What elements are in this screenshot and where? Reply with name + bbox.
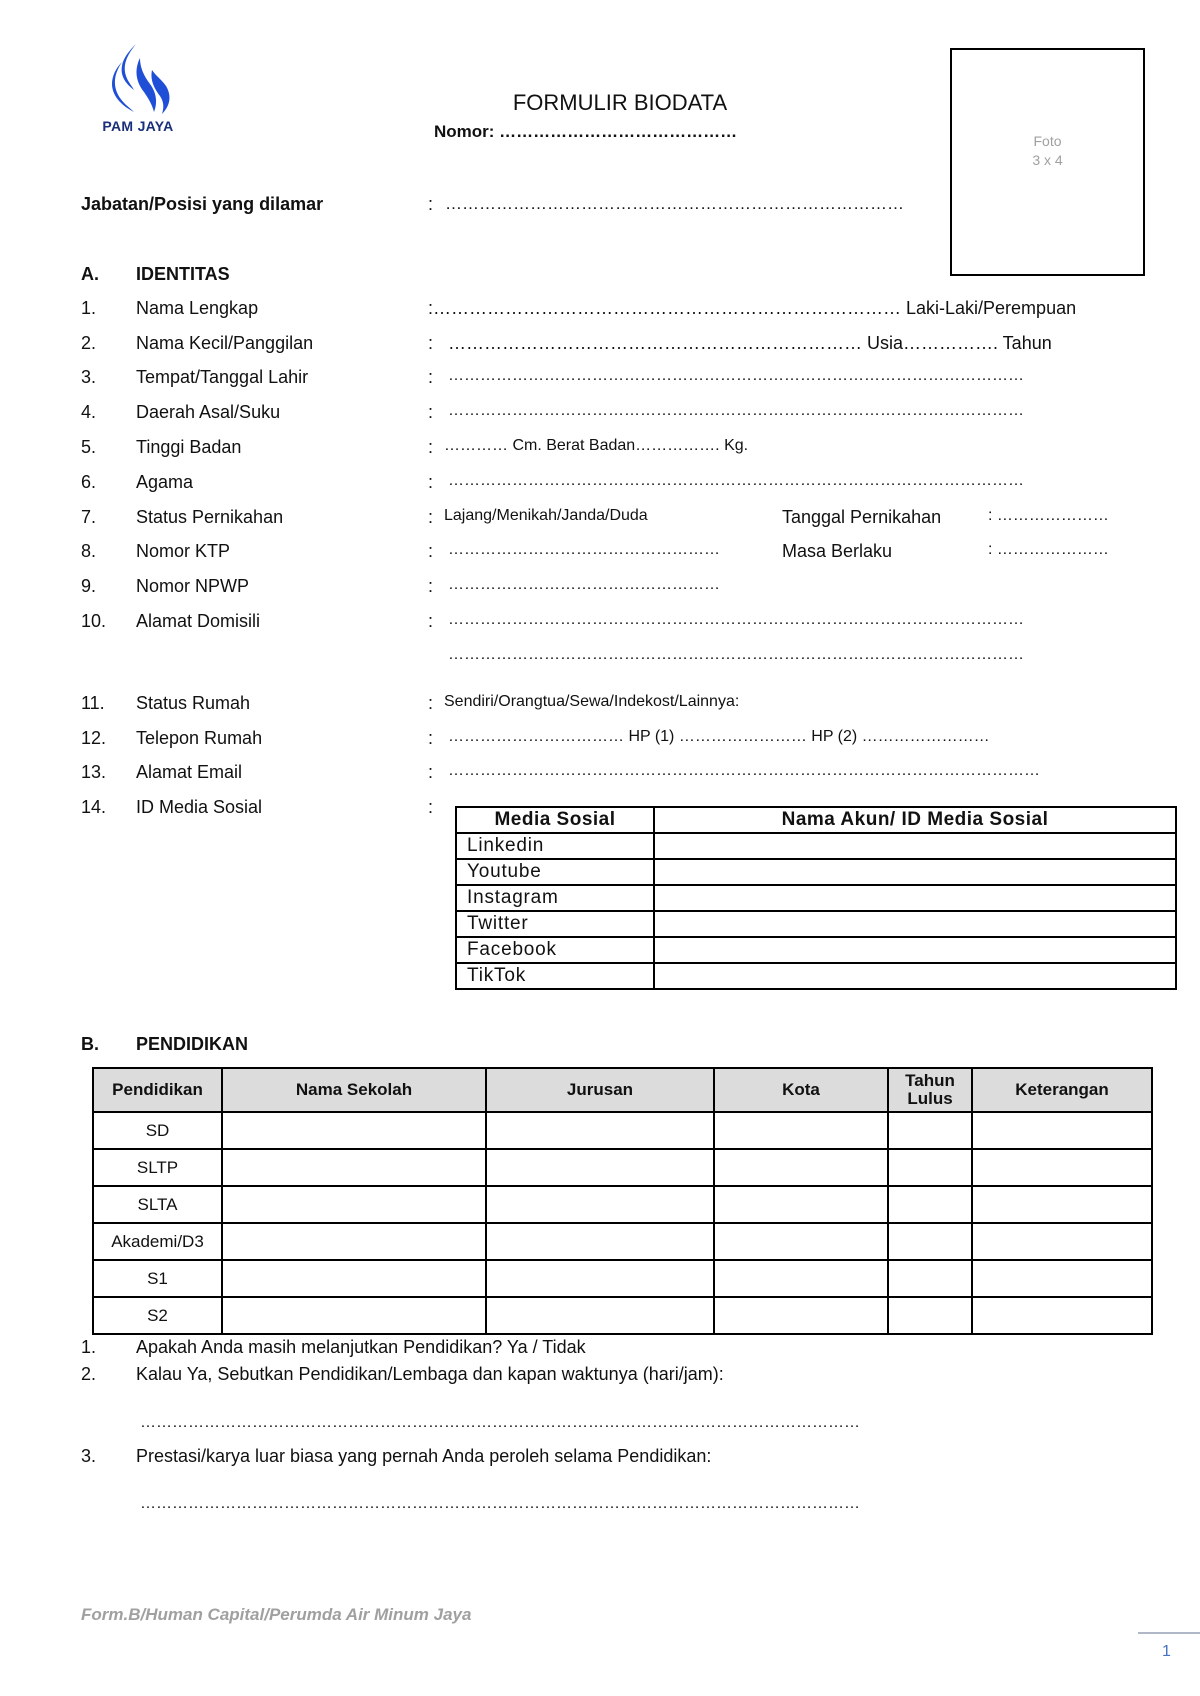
section-b-title: PENDIDIKAN: [136, 1034, 249, 1054]
identity-row-field[interactable]: …………………………… HP (1) …………………… HP (2) ……………………: [448, 728, 990, 745]
identity-row-field[interactable]: …………………………………………………………………………………………………: [448, 762, 1040, 779]
pendidikan-cell-field[interactable]: [714, 1186, 888, 1223]
identity-row-number: 5.: [81, 437, 97, 457]
media-platform-name: Linkedin: [456, 833, 654, 859]
pendidikan-row: [93, 1149, 1152, 1186]
pendidikan-level: SLTA: [93, 1186, 222, 1223]
section-a-letter: A.: [81, 264, 99, 284]
pendidikan-cell-field[interactable]: [714, 1223, 888, 1260]
question-2-answer-field[interactable]: ………………………………………………………………………………………………………………………: [140, 1414, 860, 1431]
identity-row-colon: :: [428, 507, 434, 527]
identity-row-extra-field[interactable]: : …………………: [988, 541, 1109, 558]
posisi-field[interactable]: ………………………………………………………………………: [445, 194, 904, 213]
question-3-number: 3.: [81, 1446, 97, 1466]
section-a-title: IDENTITAS: [136, 264, 230, 284]
pendidikan-cell-field[interactable]: [222, 1112, 486, 1149]
media-sosial-table: [455, 806, 1177, 990]
identity-row-field-line2[interactable]: ………………………………………………………………………………………………: [448, 646, 1024, 663]
posisi-label: Jabatan/Posisi yang dilamar: [81, 194, 324, 214]
water-flame-icon: [92, 40, 184, 118]
media-row: [456, 937, 1176, 963]
pendidikan-level: S2: [93, 1297, 222, 1334]
identity-row-label: Nomor NPWP: [136, 576, 250, 596]
identity-row-field[interactable]: Lajang/Menikah/Janda/Duda: [444, 507, 648, 524]
page-number: 1: [1162, 1643, 1171, 1660]
media-account-field[interactable]: [654, 937, 1176, 963]
pendidikan-cell-field[interactable]: [888, 1149, 972, 1186]
pendidikan-cell-field[interactable]: [222, 1186, 486, 1223]
pendidikan-cell-field[interactable]: [888, 1297, 972, 1334]
logo-text: PAM JAYA: [102, 118, 174, 134]
pendidikan-cell-field[interactable]: [222, 1223, 486, 1260]
edu-header-nama-sekolah: Nama Sekolah: [222, 1068, 486, 1112]
identity-row-number: 13.: [81, 762, 107, 782]
pendidikan-level: SD: [93, 1112, 222, 1149]
pendidikan-cell-field[interactable]: [222, 1260, 486, 1297]
edu-header-kota: Kota: [714, 1068, 888, 1112]
nomor-field[interactable]: Nomor: ……………………………………: [434, 122, 738, 141]
identity-row-field[interactable]: ………… Cm. Berat Badan……………. Kg.: [444, 437, 749, 454]
media-account-field[interactable]: [654, 833, 1176, 859]
pendidikan-cell-field[interactable]: [972, 1112, 1152, 1149]
media-row: [456, 963, 1176, 989]
media-row: [456, 859, 1176, 885]
media-account-field[interactable]: [654, 859, 1176, 885]
media-platform-name: TikTok: [456, 963, 654, 989]
identity-row-colon: :: [428, 367, 434, 387]
identity-row-field[interactable]: :…………………………………………………………………… Laki-Laki/Perempuan: [428, 298, 1077, 318]
identity-row-extra-field[interactable]: : …………………: [988, 507, 1109, 524]
pendidikan-cell-field[interactable]: [714, 1149, 888, 1186]
identity-row-label: Alamat Email: [136, 762, 243, 782]
identity-row-colon: :: [428, 693, 434, 713]
media-platform-name: Facebook: [456, 937, 654, 963]
identity-row-number: 2.: [81, 333, 97, 353]
page-number-divider: [1138, 1632, 1200, 1634]
pendidikan-cell-field[interactable]: [486, 1223, 714, 1260]
identity-row-colon: :: [428, 576, 434, 596]
pendidikan-cell-field[interactable]: [714, 1297, 888, 1334]
identity-row-label: Status Rumah: [136, 693, 251, 713]
pendidikan-cell-field[interactable]: [972, 1186, 1152, 1223]
pendidikan-cell-field[interactable]: [972, 1260, 1152, 1297]
identity-row-colon: :: [428, 541, 434, 561]
identity-row-colon: :: [428, 797, 434, 817]
media-platform-name: Instagram: [456, 885, 654, 911]
pendidikan-cell-field[interactable]: [486, 1149, 714, 1186]
identity-row-field[interactable]: Sendiri/Orangtua/Sewa/Indekost/Lainnya:: [444, 693, 740, 710]
pendidikan-cell-field[interactable]: [486, 1186, 714, 1223]
pendidikan-table: [92, 1067, 1153, 1335]
identity-row-label: Telepon Rumah: [136, 728, 263, 748]
pam-jaya-logo: [92, 40, 192, 140]
identity-row-label: Nomor KTP: [136, 541, 231, 561]
photo-box: [950, 48, 1145, 276]
pendidikan-cell-field[interactable]: [714, 1260, 888, 1297]
identity-row-label: Tempat/Tanggal Lahir: [136, 367, 309, 387]
media-header-platform: Media Sosial: [456, 807, 654, 833]
identity-row-colon: :: [428, 611, 434, 631]
pendidikan-cell-field[interactable]: [888, 1223, 972, 1260]
identity-row-label: ID Media Sosial: [136, 797, 263, 817]
identity-row-label: Nama Kecil/Panggilan: [136, 333, 314, 353]
identity-row-number: 12.: [81, 728, 107, 748]
pendidikan-cell-field[interactable]: [972, 1297, 1152, 1334]
identity-row-label: Alamat Domisili: [136, 611, 261, 631]
pendidikan-cell-field[interactable]: [714, 1112, 888, 1149]
question-2-number: 2.: [81, 1364, 97, 1384]
media-row: [456, 833, 1176, 859]
pendidikan-row: [93, 1297, 1152, 1334]
identity-row-colon: :: [428, 333, 434, 353]
edu-header-jurusan: Jurusan: [486, 1068, 714, 1112]
posisi-colon: :: [428, 194, 434, 214]
identity-row-colon: :: [428, 762, 434, 782]
footer-text: Form.B/Human Capital/Perumda Air Minum Jaya: [81, 1605, 472, 1624]
pendidikan-row: [93, 1112, 1152, 1149]
identity-row-colon: :: [428, 472, 434, 492]
media-row: [456, 885, 1176, 911]
identity-row-number: 11.: [81, 693, 105, 713]
question-1-text: Apakah Anda masih melanjutkan Pendidikan? Ya / Tidak: [136, 1337, 586, 1357]
edu-header-pendidikan: Pendidikan: [93, 1068, 222, 1112]
pendidikan-cell-field[interactable]: [972, 1149, 1152, 1186]
question-2-text: Kalau Ya, Sebutkan Pendidikan/Lembaga dan kapan waktunya (hari/jam):: [136, 1364, 724, 1384]
identity-row-field[interactable]: …………………………………………………………… Usia……………. Tahun: [448, 333, 1052, 353]
pendidikan-row: [93, 1186, 1152, 1223]
media-account-field[interactable]: [654, 911, 1176, 937]
pendidikan-cell-field[interactable]: [486, 1260, 714, 1297]
edu-header-keterangan: Keterangan: [972, 1068, 1152, 1112]
identity-row-number: 9.: [81, 576, 97, 596]
identity-row-extra-label: Masa Berlaku: [782, 541, 893, 561]
media-row: [456, 911, 1176, 937]
pendidikan-cell-field[interactable]: [222, 1149, 486, 1186]
identity-row-field[interactable]: ……………………………………………: [448, 576, 720, 593]
media-header-account: Nama Akun/ ID Media Sosial: [654, 807, 1176, 833]
identity-row-number: 7.: [81, 507, 97, 527]
pendidikan-cell-field[interactable]: [888, 1260, 972, 1297]
identity-row-number: 14.: [81, 797, 107, 817]
identity-row-label: Nama Lengkap: [136, 298, 259, 318]
pendidikan-cell-field[interactable]: [222, 1297, 486, 1334]
pendidikan-level: S1: [93, 1260, 222, 1297]
pendidikan-level: SLTP: [93, 1149, 222, 1186]
question-3-answer-field[interactable]: ………………………………………………………………………………………………………………………: [140, 1495, 860, 1512]
identity-row-colon: :: [428, 728, 434, 748]
identity-row-extra-label: Tanggal Pernikahan: [782, 507, 942, 527]
pendidikan-cell-field[interactable]: [486, 1112, 714, 1149]
question-3-text: Prestasi/karya luar biasa yang pernah Anda peroleh selama Pendidikan:: [136, 1446, 712, 1466]
identity-row-field[interactable]: ……………………………………………: [448, 541, 720, 558]
pendidikan-cell-field[interactable]: [888, 1112, 972, 1149]
media-platform-name: Twitter: [456, 911, 654, 937]
identity-row-field[interactable]: ………………………………………………………………………………………………: [448, 611, 1024, 628]
identity-row-number: 4.: [81, 402, 97, 422]
identity-row-field[interactable]: ………………………………………………………………………………………………: [448, 367, 1024, 384]
identity-row-number: 8.: [81, 541, 97, 561]
media-platform-name: Youtube: [456, 859, 654, 885]
identity-row-number: 3.: [81, 367, 97, 387]
media-account-field[interactable]: [654, 963, 1176, 989]
pendidikan-row: [93, 1223, 1152, 1260]
identity-row-field[interactable]: ………………………………………………………………………………………………: [448, 402, 1024, 419]
identity-row-field[interactable]: ………………………………………………………………………………………………: [448, 472, 1024, 489]
section-b-letter: B.: [81, 1034, 99, 1054]
identity-row-label: Status Pernikahan: [136, 507, 284, 527]
identity-row-colon: :: [428, 437, 434, 457]
identity-row-label: Tinggi Badan: [136, 437, 242, 457]
identity-row-number: 6.: [81, 472, 97, 492]
identity-row-label: Agama: [136, 472, 194, 492]
identity-row-number: 1.: [81, 298, 97, 318]
edu-header-tahun-lulus: Tahun Lulus: [888, 1068, 972, 1112]
identity-row-label: Daerah Asal/Suku: [136, 402, 281, 422]
pendidikan-cell-field[interactable]: [888, 1186, 972, 1223]
identity-row-colon: :: [428, 402, 434, 422]
media-account-field[interactable]: [654, 885, 1176, 911]
photo-label: Foto 3 x 4: [1032, 133, 1063, 168]
pendidikan-cell-field[interactable]: [972, 1223, 1152, 1260]
identity-row-number: 10.: [81, 611, 107, 631]
question-1-number: 1.: [81, 1337, 97, 1357]
pendidikan-row: [93, 1260, 1152, 1297]
pendidikan-cell-field[interactable]: [486, 1297, 714, 1334]
form-title: FORMULIR BIODATA: [512, 90, 728, 115]
pendidikan-level: Akademi/D3: [93, 1223, 222, 1260]
